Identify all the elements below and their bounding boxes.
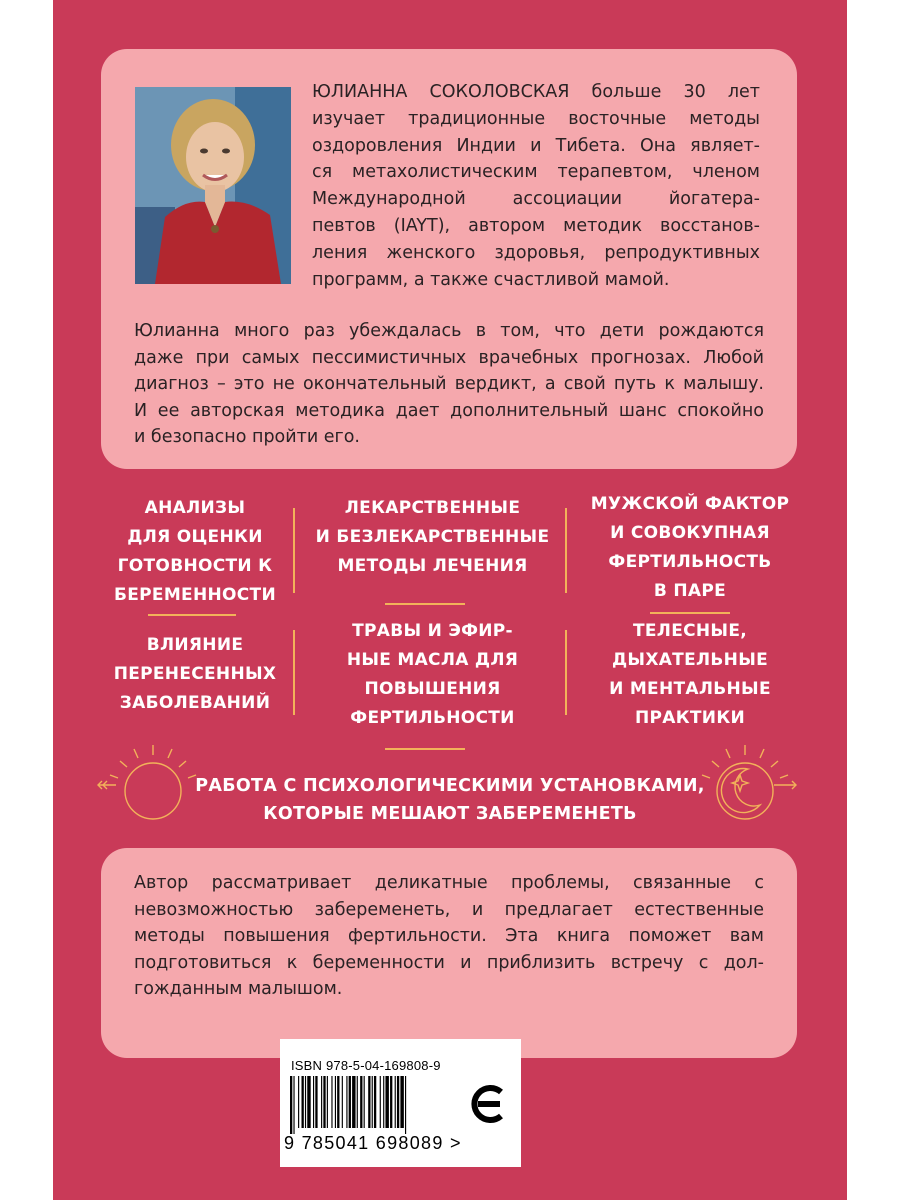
barcode-bar xyxy=(397,1076,399,1128)
topic-line: И МЕНТАЛЬНЫЕ xyxy=(609,679,771,699)
divider xyxy=(293,630,295,715)
topic-line: В ПАРЕ xyxy=(653,581,727,601)
barcode-bar xyxy=(323,1076,325,1128)
bio-line: ления женского здоровья, репродуктивных xyxy=(312,242,760,263)
topic-line: ЗАБОЛЕВАНИЙ xyxy=(119,693,271,713)
barcode-bar xyxy=(331,1076,332,1128)
barcode-bar xyxy=(305,1076,306,1128)
author-photo xyxy=(135,87,291,284)
bio-line: ся метахолистическим терапевтом, членом xyxy=(312,162,760,183)
divider xyxy=(148,614,236,616)
divider xyxy=(565,630,567,715)
barcode-bar xyxy=(405,1076,406,1134)
topic-tests xyxy=(110,494,280,610)
topic-line: МЕТОДЫ ЛЕЧЕНИЯ xyxy=(337,556,528,576)
barcode-bar xyxy=(352,1076,355,1128)
barcode-bar xyxy=(390,1076,392,1128)
topic-line: БЕРЕМЕННОСТИ xyxy=(114,585,276,605)
barcode-bar xyxy=(307,1076,310,1128)
bio-line: изучает традиционные восточные методы xyxy=(312,108,760,129)
barcode-bar xyxy=(349,1076,351,1128)
barcode-bar xyxy=(383,1076,384,1128)
barcode-bar xyxy=(342,1076,343,1128)
barcode-bar xyxy=(395,1076,396,1128)
summary-line: невозможностью забеременеть, и предлагает естественные xyxy=(134,899,764,920)
summary-line: методы повышения фертильности. Эта книга поможет вам xyxy=(134,926,764,947)
barcode-bar xyxy=(321,1076,322,1128)
topic-male-factor xyxy=(585,490,795,606)
sun-icon xyxy=(90,735,205,835)
bio-line: программ, а также счастливой мамой. xyxy=(312,269,670,290)
divider xyxy=(565,508,567,593)
paragraph-line: Юлианна много раз убеждалась в том, что дети рождаются xyxy=(134,321,764,341)
publisher-logo-icon xyxy=(468,1082,508,1126)
barcode-bar xyxy=(315,1076,317,1128)
moon-icon xyxy=(700,735,810,835)
topic-line: И СОВОКУПНАЯ xyxy=(610,523,770,543)
bio-line: ЮЛИАННА СОКОЛОВСКАЯ больше 30 лет xyxy=(312,82,760,102)
topic-treatment-methods xyxy=(305,494,560,581)
topic-line: АНАЛИЗЫ xyxy=(144,498,246,518)
topic-line: ФЕРТИЛЬНОСТЬ xyxy=(608,552,772,572)
topic-line: НЫЕ МАСЛА ДЛЯ xyxy=(346,650,519,670)
barcode-bar xyxy=(337,1076,339,1128)
paragraph-line: даже при самых пессимистичных врачебных прогнозах. Любой xyxy=(134,347,764,368)
barcode-bar xyxy=(400,1076,403,1128)
topic-line: ПЕРЕНЕСЕННЫХ xyxy=(113,664,277,684)
barcode-bar xyxy=(380,1076,381,1128)
author-paragraph xyxy=(134,318,764,451)
topic-line: ПОВЫШЕНИЯ xyxy=(364,679,501,699)
barcode-bar xyxy=(372,1076,373,1128)
topic-line: ТРАВЫ И ЭФИР- xyxy=(352,621,513,641)
paragraph-line: и безопасно пройти его. xyxy=(134,427,360,448)
topic-line: ЛЕКАРСТВЕННЫЕ xyxy=(344,498,521,518)
topic-past-diseases xyxy=(110,631,280,718)
bio-line: оздоровления Индии и Тибета. Она являет- xyxy=(312,135,760,156)
barcode-bar xyxy=(364,1076,365,1128)
topic-herbs-oils xyxy=(320,617,545,733)
topic-line: МУЖСКОЙ ФАКТОР xyxy=(590,494,790,514)
divider xyxy=(385,603,465,605)
summary-line: Автор рассматривает деликатные проблемы, связанные с xyxy=(134,873,764,893)
barcode-bar xyxy=(327,1076,328,1128)
barcode-bar xyxy=(313,1076,314,1128)
final-topic-line: КОТОРЫЕ МЕШАЮТ ЗАБЕРЕМЕНЕТЬ xyxy=(263,804,637,824)
barcode-bar xyxy=(385,1076,388,1128)
barcode-bar xyxy=(368,1076,370,1128)
summary-line: гожданным малышом. xyxy=(134,979,343,1000)
barcode-bar xyxy=(293,1076,294,1134)
barcode-bar xyxy=(302,1076,304,1128)
divider xyxy=(650,612,730,614)
topic-line: И БЕЗЛЕКАРСТВЕННЫЕ xyxy=(315,527,550,547)
bio-line: певтов (IAYT), автором методик восстанов- xyxy=(312,215,760,236)
barcode-bar xyxy=(357,1076,358,1128)
topic-line: ПРАКТИКИ xyxy=(634,708,746,728)
topic-line: ДЫХАТЕЛЬНЫЕ xyxy=(611,650,769,670)
topic-line: ГОТОВНОСТИ К xyxy=(117,556,273,576)
barcode-bar xyxy=(298,1076,299,1128)
author-bio xyxy=(312,79,760,293)
topic-line: ТЕЛЕСНЫЕ, xyxy=(632,621,748,641)
topic-line: ВЛИЯНИЕ xyxy=(146,635,244,655)
topic-body-practices xyxy=(585,617,795,733)
barcode-bar xyxy=(335,1076,336,1128)
barcode-bar xyxy=(290,1076,292,1134)
topic-line: ДЛЯ ОЦЕНКИ xyxy=(127,527,263,547)
isbn-digits: 9 785041 698089 > xyxy=(284,1133,462,1153)
barcode-bar xyxy=(374,1076,376,1128)
final-topic-line: РАБОТА С ПСИХОЛОГИЧЕСКИМИ УСТАНОВКАМИ, xyxy=(195,776,705,796)
bio-line: Международной ассоциации йогатера- xyxy=(312,189,760,210)
divider xyxy=(293,508,295,593)
divider xyxy=(385,748,465,750)
barcode-bar xyxy=(360,1076,362,1128)
paragraph-line: диагноз – это не окончательный вердикт, а свой путь к малышу. xyxy=(134,374,764,395)
isbn-label: ISBN 978-5-04-169808-9 xyxy=(291,1058,441,1073)
summary-line: подготовиться к беременности и приблизить встречу с дол- xyxy=(134,952,764,973)
summary-paragraph xyxy=(134,870,764,1003)
barcode-bar xyxy=(346,1076,347,1128)
topic-line: ФЕРТИЛЬНОСТИ xyxy=(350,708,515,728)
final-topic xyxy=(190,772,710,828)
paragraph-line: И ее авторская методика дает дополнительный шанс спокойно xyxy=(134,400,764,421)
